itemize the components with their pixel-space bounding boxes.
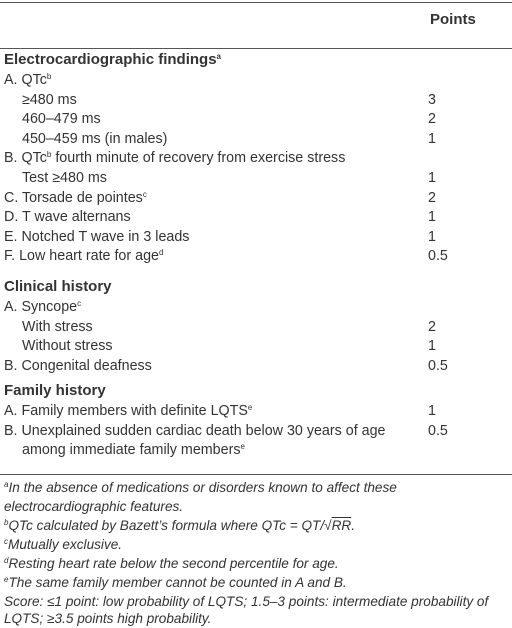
row-label: A. Family members with definite LQTS$^e$ [4, 403, 253, 419]
footnote-a: $^a$In the absence of medications or disorders known to affect these electrocardiographic features. [4, 480, 397, 514]
footnote-b: $^b$QTc calculated by Bazett’s formula where QTc = QT/√RR. [4, 518, 356, 533]
row-label: B. QTc$^b$ fourth minute of recovery from exercise stress [4, 150, 346, 167]
row-points: 0.5 [428, 357, 448, 374]
row-points: 1 [428, 403, 436, 419]
footnote-e: $^e$The same family member cannot be counted in A and B. [4, 575, 347, 590]
bottom-rule [0, 474, 512, 475]
footnote-d: $^d$Resting heart rate below the second percentile for age. [4, 556, 339, 571]
row-label: C. Torsade de pointes$^c$ [4, 189, 147, 206]
score-note-line-1: Score: ≤1 point: low probability of LQTS; 1.5–3 points: intermediate probability of [4, 594, 489, 609]
row-label: B. Unexplained sudden cardiac death below 30 years of age [4, 422, 386, 439]
row-points: 1 [428, 209, 436, 226]
row-label: Without stress [22, 338, 113, 355]
row-label: among immediate family members$^e$ [22, 442, 245, 459]
header-rule [0, 48, 512, 49]
top-rule [0, 2, 512, 3]
row-label: 460–479 ms [22, 111, 101, 128]
row-label: ≥480 ms [22, 91, 77, 108]
row-points: 0.5 [428, 248, 448, 265]
row-points: 0.5 [428, 422, 448, 439]
footnote-c: $^c$Mutually exclusive. [4, 537, 123, 552]
section-title: Clinical history [4, 278, 112, 295]
row-points: 1 [428, 130, 436, 147]
row-points: 3 [428, 91, 436, 108]
row-label: A. Syncope$^c$ [4, 299, 82, 315]
row-label: E. Notched T wave in 3 leads [4, 228, 190, 245]
row-points: 1 [428, 170, 436, 186]
row-label: With stress [22, 318, 93, 335]
score-note-line-2: LQTS; ≥3.5 points high probability. [4, 611, 212, 626]
row-label: A. QTc$^b$ [4, 72, 52, 88]
row-label: 450–459 ms (in males) [22, 130, 168, 147]
row-points: 1 [428, 228, 436, 245]
section-title: Family history [4, 382, 106, 399]
row-points: 2 [428, 318, 436, 335]
row-label: B. Congenital deafness [4, 357, 152, 374]
row-points: 1 [428, 338, 436, 355]
row-points: 2 [428, 189, 436, 206]
row-label: D. T wave alternans [4, 209, 131, 226]
points-column-header: Points [430, 11, 476, 28]
row-label: Test ≥480 ms [22, 170, 107, 186]
row-points: 2 [428, 111, 436, 128]
section-title: Electrocardiographic findings$^a$ [4, 51, 221, 68]
row-label: F. Low heart rate for age$^d$ [4, 248, 164, 265]
